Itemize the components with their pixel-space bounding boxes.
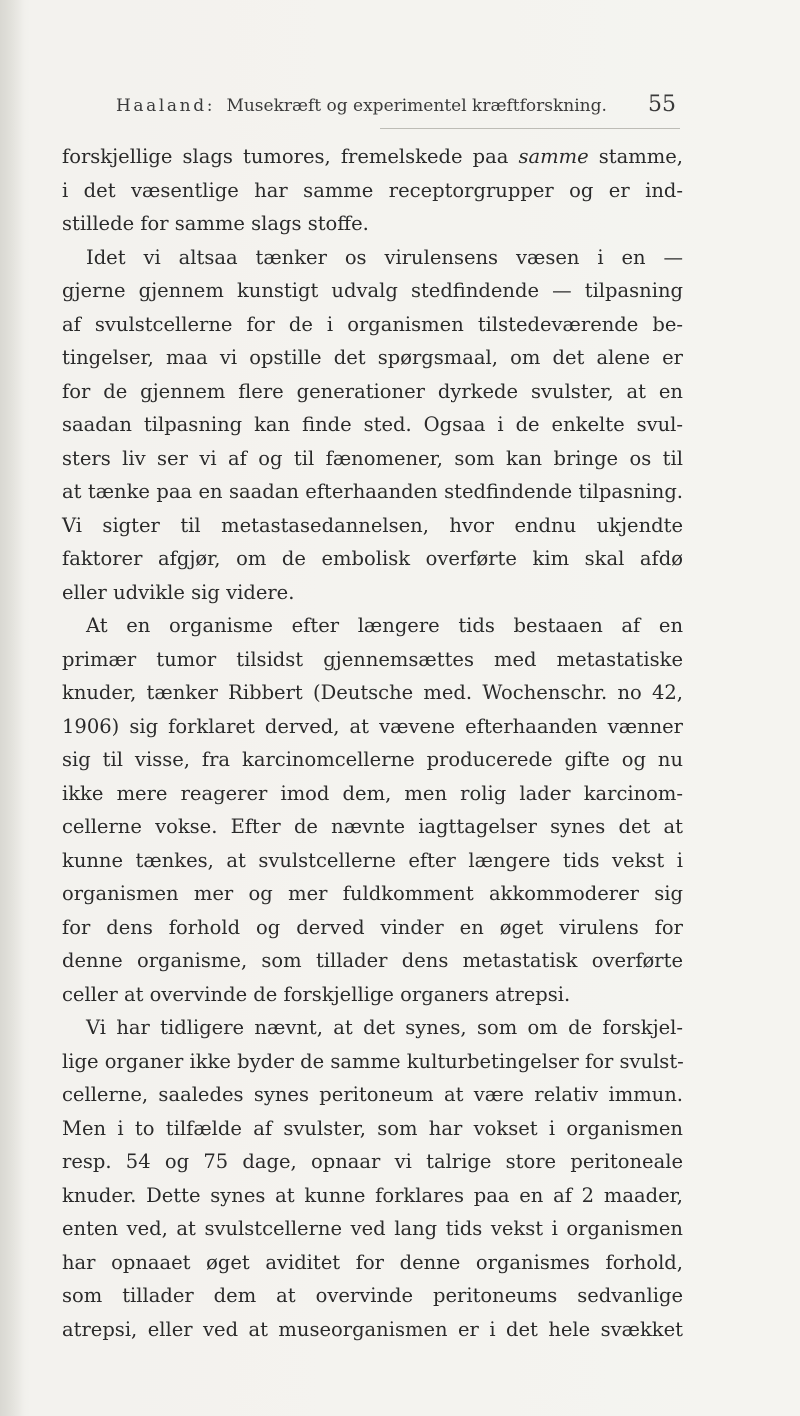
text-line: forskjellige slags tumores, fremelskede paa samme stamme,	[62, 145, 683, 168]
text-line: knuder, tænker Ribbert (Deutsche med. Wochenschr. no 42,	[62, 681, 683, 704]
text-line: 1906) sig forklaret derved, at vævene efterhaanden vænner	[62, 714, 683, 738]
page-gutter-shadow	[0, 0, 24, 1416]
text-line: stillede for samme slags stoffe.	[62, 212, 369, 235]
text-line: eller udvikle sig videre.	[62, 580, 295, 604]
text-line: af svulstcellerne for de i organismen tilstedeværende be-	[62, 312, 683, 336]
text-line: primær tumor tilsidst gjennemsættes med metastatiske	[62, 647, 683, 671]
header-author: Haaland:	[116, 96, 216, 116]
text-line: celler at overvinde de forskjellige organers atrepsi.	[62, 982, 571, 1006]
text-line: cellerne vokse. Efter de nævnte iagttagelser synes det at	[62, 815, 683, 838]
text-line: ikke mere reagerer imod dem, men rolig lader karcinom-	[62, 781, 683, 805]
text-line: gjerne gjennem kunstigt udvalg stedfindende — tilpasning	[62, 279, 683, 302]
text-line: sig til visse, fra karcinomcellerne producerede gifte og nu	[62, 748, 683, 771]
text-line: Vi sigter til metastasedannelsen, hvor endnu ukjendte	[62, 513, 683, 537]
text-line: At en organisme efter længere tids bestaaen af en	[86, 614, 683, 637]
text-line: knuder. Dette synes at kunne forklares paa en af 2 maader,	[62, 1183, 683, 1207]
text-line: resp. 54 og 75 dage, opnaar vi talrige store peritoneale	[62, 1150, 683, 1173]
text-line: tingelser, maa vi opstille det spørgsmaal, om det alene er	[62, 346, 683, 369]
text-line: lige organer ikke byder de samme kulturbetingelser for svulst-	[62, 1049, 684, 1073]
text-line: denne organisme, som tillader dens metastatisk overførte	[62, 949, 683, 972]
header-rule	[380, 128, 680, 129]
running-header	[116, 92, 676, 122]
text-line: har opnaaet øget aviditet for denne organismes forhold,	[62, 1250, 683, 1274]
text-line: Vi har tidligere nævnt, at det synes, som om de forskjel-	[86, 1016, 683, 1039]
text-line: atrepsi, eller ved at museorganismen er i det hele svækket	[62, 1317, 683, 1341]
text-line: kunne tænkes, at svulstcellerne efter længere tids vekst i	[62, 848, 683, 872]
header-title: Musekræft og experimentel kræftforskning.	[226, 96, 607, 116]
text-line: enten ved, at svulstcellerne ved lang tids vekst i organismen	[62, 1217, 683, 1240]
text-line: at tænke paa en saadan efterhaanden stedfindende tilpasning.	[62, 480, 683, 503]
text-line: faktorer afgjør, om de embolisk overførte kim skal afdø	[62, 547, 683, 570]
body-text	[62, 140, 683, 1346]
text-line: Men i to tilfælde af svulster, som har vokset i organismen	[62, 1116, 683, 1140]
text-line: Idet vi altsaa tænker os virulensens væsen i en —	[86, 245, 683, 269]
text-line: som tillader dem at overvinde peritoneums sedvanlige	[62, 1284, 683, 1307]
text-line: saadan tilpasning kan finde sted. Ogsaa i de enkelte svul-	[62, 413, 683, 436]
page-number: 55	[648, 92, 676, 117]
text-line: i det væsentlige har samme receptorgrupper og er ind-	[62, 178, 683, 202]
text-line: sters liv ser vi af og til fænomener, som kan bringe os til	[62, 446, 683, 470]
text-line: organismen mer og mer fuldkomment akkommoderer sig	[62, 882, 683, 905]
text-line: for de gjennem flere generationer dyrkede svulster, at en	[62, 379, 683, 403]
text-line: for dens forhold og derved vinder en øget virulens for	[62, 915, 683, 939]
text-line: cellerne, saaledes synes peritoneum at være relativ immun.	[62, 1083, 683, 1106]
